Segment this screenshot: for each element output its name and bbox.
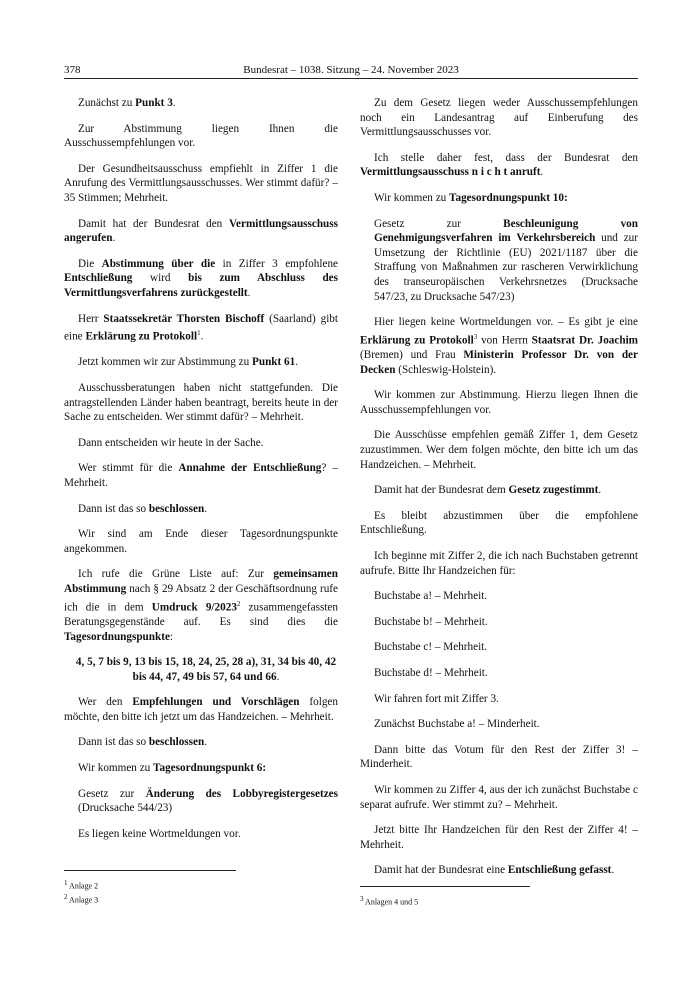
footnote-mark: 1 bbox=[64, 879, 68, 887]
paragraph bbox=[64, 122, 338, 151]
paragraph bbox=[64, 257, 338, 301]
text-run: (Drucksache 544/23) bbox=[78, 802, 173, 815]
text-run: Dann ist das so bbox=[78, 502, 149, 515]
bold-text: Tagesordnungspunkt 6: bbox=[153, 762, 267, 775]
text-run: Ausschussberatungen haben nicht stattgefunden. Die antragstellenden Länder haben beantragt, bereits heute in der Sache zu entscheiden. Wer stimmt dafür? – Mehrheit. bbox=[64, 382, 338, 424]
running-title: Bundesrat – 1038. Sitzung – 24. November 2023 bbox=[243, 64, 459, 76]
paragraph bbox=[64, 355, 338, 370]
paragraph bbox=[360, 315, 638, 377]
paragraph bbox=[64, 461, 338, 490]
paragraph bbox=[360, 589, 638, 604]
text-run: Damit hat der Bundesrat dem bbox=[374, 484, 509, 497]
text-run: nach § 29 Absatz 2 der Geschäftsordnung rufe ich die in dem bbox=[64, 582, 338, 614]
paragraph bbox=[360, 692, 638, 707]
footnote-mark: 2 bbox=[64, 892, 68, 901]
text-run: Buchstabe c! – Mehrheit. bbox=[374, 641, 488, 654]
bold-text: Entschließung bbox=[64, 272, 133, 285]
paragraph bbox=[64, 655, 338, 684]
text-run: (Bremen) und Frau bbox=[360, 349, 464, 362]
text-run: . bbox=[540, 166, 544, 179]
text-run: Zur Abstimmung liegen Ihnen die Ausschussempfehlungen vor. bbox=[64, 122, 338, 150]
paragraph bbox=[360, 783, 638, 812]
right-column bbox=[360, 96, 638, 889]
text-run: Wir kommen zu bbox=[374, 191, 450, 204]
paragraph bbox=[64, 735, 338, 750]
bold-text: Vermittlungsausschuss angerufen bbox=[64, 217, 338, 245]
bold-text: Änderung des Lobbyregistergesetzes bbox=[145, 787, 338, 800]
text-run: . bbox=[295, 356, 299, 369]
text-run: Wir kommen zur Abstimmung. Hierzu liegen Ihnen die Ausschussempfehlungen vor. bbox=[360, 389, 638, 416]
bold-text: Entschließung gefasst bbox=[507, 864, 612, 877]
bold-text: Ministerin Professor Dr. von der Decken bbox=[360, 349, 638, 376]
text-run: folgen möchte, den bitte ich jetzt um das Handzeichen. – Mehrheit. bbox=[64, 696, 338, 723]
text-run: Jetzt bitte Ihr Handzeichen für den Rest der Ziffer 4! – Mehrheit. bbox=[360, 824, 638, 851]
paragraph bbox=[64, 381, 338, 425]
bold-text: Gesetz zugestimmt bbox=[508, 484, 599, 497]
footnote-ref: 1 bbox=[197, 329, 201, 338]
paragraph bbox=[64, 787, 338, 816]
text-run: Gesetz zur bbox=[78, 787, 146, 800]
text-run: Gesetz zur bbox=[374, 217, 504, 230]
bold-text: Staatssekretär Thorsten Bischoff bbox=[103, 312, 265, 325]
paragraph bbox=[360, 191, 638, 206]
paragraph bbox=[64, 162, 338, 206]
text-run: Wer den bbox=[78, 696, 133, 709]
page-header bbox=[64, 64, 638, 79]
paragraph bbox=[64, 312, 338, 345]
paragraph bbox=[360, 483, 638, 498]
paragraph bbox=[360, 666, 638, 681]
paragraph bbox=[360, 509, 638, 538]
left-column bbox=[64, 96, 338, 852]
text-run: Wir fahren fort mit Ziffer 3. bbox=[374, 692, 499, 705]
paragraph bbox=[64, 217, 338, 246]
text-run: von Herrn bbox=[477, 334, 532, 347]
text-run: Wir sind am Ende dieser Tagesordnungspunkte angekommen. bbox=[64, 528, 338, 555]
bold-text: bis zum Abschluss des Vermittlungsverfahrens zurückgestellt bbox=[64, 272, 338, 299]
footnote bbox=[64, 892, 98, 906]
footnote-ref: 3 bbox=[473, 332, 478, 341]
paragraph bbox=[360, 388, 638, 417]
text-run: Die Ausschüsse empfehlen gemäß Ziffer 1, dem Gesetz zuzustimmen. Wer dem folgen möchte, den bitte ich um das Handzeichen. – Mehrheit. bbox=[360, 429, 638, 471]
bold-text: 4, 5, 7 bis 9, 13 bis 15, 18, 24, 25, 28 a), 31, 34 bis 40, 42 bis 44, 47, 49 bis 57, 64 und 66 bbox=[75, 656, 337, 683]
text-run: Es bleibt abzustimmen über die empfohlene Entschließung. bbox=[360, 509, 638, 537]
text-run: Wer stimmt für die bbox=[78, 462, 179, 475]
paragraph bbox=[360, 615, 638, 630]
bold-text: Abstimmung über die bbox=[101, 257, 216, 270]
bold-text: beschlossen bbox=[148, 736, 205, 749]
text-run: Zunächst zu bbox=[78, 97, 136, 109]
footnotes-left bbox=[64, 878, 98, 905]
text-run: . bbox=[611, 864, 615, 877]
paragraph bbox=[360, 640, 638, 655]
text-run: Wir kommen zu bbox=[78, 762, 154, 775]
text-run: . bbox=[200, 330, 204, 343]
paragraph bbox=[360, 717, 638, 732]
paragraph bbox=[64, 502, 338, 517]
paragraph bbox=[360, 151, 638, 180]
footnotes-right bbox=[360, 894, 418, 908]
paragraph bbox=[64, 436, 338, 451]
footnote-text: Anlage 2 bbox=[67, 881, 99, 891]
text-run: . bbox=[276, 670, 280, 683]
text-run: Damit hat der Bundesrat eine bbox=[374, 864, 508, 877]
bold-text: Tagesordnungspunkte bbox=[64, 630, 170, 643]
paragraph bbox=[360, 428, 638, 472]
footnote-ref: 2 bbox=[236, 599, 241, 608]
text-run: (Saarland) gibt eine bbox=[64, 312, 339, 343]
text-run: . bbox=[598, 484, 602, 497]
text-run: Die bbox=[78, 257, 102, 270]
paragraph bbox=[360, 823, 638, 852]
paragraph bbox=[360, 549, 638, 578]
page-number: 378 bbox=[64, 64, 81, 76]
text-run: Wir kommen zu Ziffer 4, aus der ich zunächst Buchstabe c separat aufrufe. Wer stimmt zu? – Mehrheit. bbox=[360, 783, 638, 811]
bold-text: Empfehlungen und Vorschlägen bbox=[132, 696, 300, 709]
text-run: Dann entscheiden wir heute in der Sache. bbox=[78, 436, 264, 449]
text-run: : bbox=[169, 630, 174, 643]
text-run: in Ziffer 3 empfohlene bbox=[215, 257, 339, 270]
footnote-text: Anlage 3 bbox=[67, 895, 99, 905]
text-run: Buchstabe d! – Mehrheit. bbox=[374, 666, 488, 679]
bold-text: gemeinsamen Abstimmung bbox=[64, 568, 338, 595]
text-run: Ich rufe die Grüne Liste auf: Zur bbox=[78, 568, 274, 581]
paragraph bbox=[64, 527, 338, 556]
paragraph bbox=[64, 761, 338, 776]
footnote-rule-left bbox=[64, 870, 236, 871]
paragraph bbox=[64, 695, 338, 724]
paragraph bbox=[360, 217, 638, 305]
bold-text: Punkt 3 bbox=[135, 97, 173, 109]
text-run: Der Gesundheitsausschuss empfiehlt in Ziffer 1 die Anrufung des Vermittlungsausschusses. Wer stimmt dafür? – 35 Stimmen; Mehrheit. bbox=[64, 162, 338, 204]
text-run: . bbox=[247, 286, 251, 299]
footnote-text: Anlagen 4 und 5 bbox=[363, 897, 419, 907]
bold-text: Tagesordnungspunkt 10: bbox=[449, 191, 568, 204]
paragraph bbox=[360, 743, 638, 772]
text-run: wird bbox=[132, 272, 189, 285]
text-run: und zur Umsetzung der Richtlinie (EU) 2021/1187 über die Straffung von Maßnahmen zur rascheren Verwirklichung des transeuropäischen Verkehrsnetzes (Drucksache 547/23, zu Drucksache 547/23) bbox=[374, 232, 638, 303]
bold-text: Umdruck 9/2023 bbox=[151, 601, 237, 614]
bold-text: Vermittlungsausschuss n i c h t anruft bbox=[360, 166, 541, 179]
bold-text: Punkt 61 bbox=[252, 356, 296, 369]
text-run: zusammengefassten Beratungsgegenstände auf. Es sind dies die bbox=[64, 601, 338, 628]
text-run: . bbox=[172, 97, 176, 109]
text-run: Ich stelle daher fest, dass der Bundesrat den bbox=[374, 151, 638, 164]
text-run: Zunächst Buchstabe a! – Minderheit. bbox=[374, 718, 540, 731]
paragraph bbox=[64, 96, 338, 111]
paragraph bbox=[64, 827, 338, 842]
bold-text: Beschleunigung von Genehmigungsverfahren im Verkehrsbereich bbox=[374, 217, 638, 245]
text-run: Damit hat der Bundesrat den bbox=[78, 217, 229, 230]
text-run: Buchstabe b! – Mehrheit. bbox=[374, 615, 488, 628]
text-run: Buchstabe a! – Mehrheit. bbox=[374, 590, 488, 603]
text-run: . bbox=[204, 736, 207, 749]
text-run: ? – Mehrheit. bbox=[64, 462, 338, 490]
text-run: Dann bitte das Votum für den Rest der Ziffer 3! – Minderheit. bbox=[360, 743, 638, 771]
text-run: Es liegen keine Wortmeldungen vor. bbox=[78, 827, 241, 840]
paragraph bbox=[360, 863, 638, 878]
text-run: Ich beginne mit Ziffer 2, die ich nach Buchstaben getrennt aufrufe. Bitte Ihr Handzeichen für: bbox=[360, 549, 638, 577]
footnote bbox=[360, 894, 418, 908]
text-run: Zu dem Gesetz liegen weder Ausschussempfehlungen noch ein Landesantrag auf Einberufung des Vermittlungsausschusses vor. bbox=[360, 97, 638, 139]
footnote-rule-right bbox=[360, 886, 530, 887]
footnote bbox=[64, 878, 98, 892]
footnote-mark: 3 bbox=[360, 895, 364, 903]
paragraph bbox=[64, 567, 338, 644]
text-run: Hier liegen keine Wortmeldungen vor. – Es gibt je eine bbox=[374, 316, 638, 329]
bold-text: Erklärung zu Protokoll bbox=[360, 334, 474, 347]
text-run: . bbox=[112, 232, 116, 245]
text-run: Dann ist das so bbox=[78, 736, 149, 749]
paragraph bbox=[360, 96, 638, 140]
text-run: (Schleswig-Holstein). bbox=[395, 363, 497, 376]
text-run: Herr bbox=[78, 312, 104, 325]
bold-text: beschlossen bbox=[148, 502, 205, 515]
text-run: . bbox=[204, 502, 207, 515]
bold-text: Staatsrat Dr. Joachim bbox=[531, 334, 638, 347]
bold-text: Erklärung zu Protokoll bbox=[85, 330, 198, 343]
bold-text: Annahme der Entschließung bbox=[178, 462, 322, 475]
text-run: Jetzt kommen wir zur Abstimmung zu bbox=[78, 356, 253, 369]
